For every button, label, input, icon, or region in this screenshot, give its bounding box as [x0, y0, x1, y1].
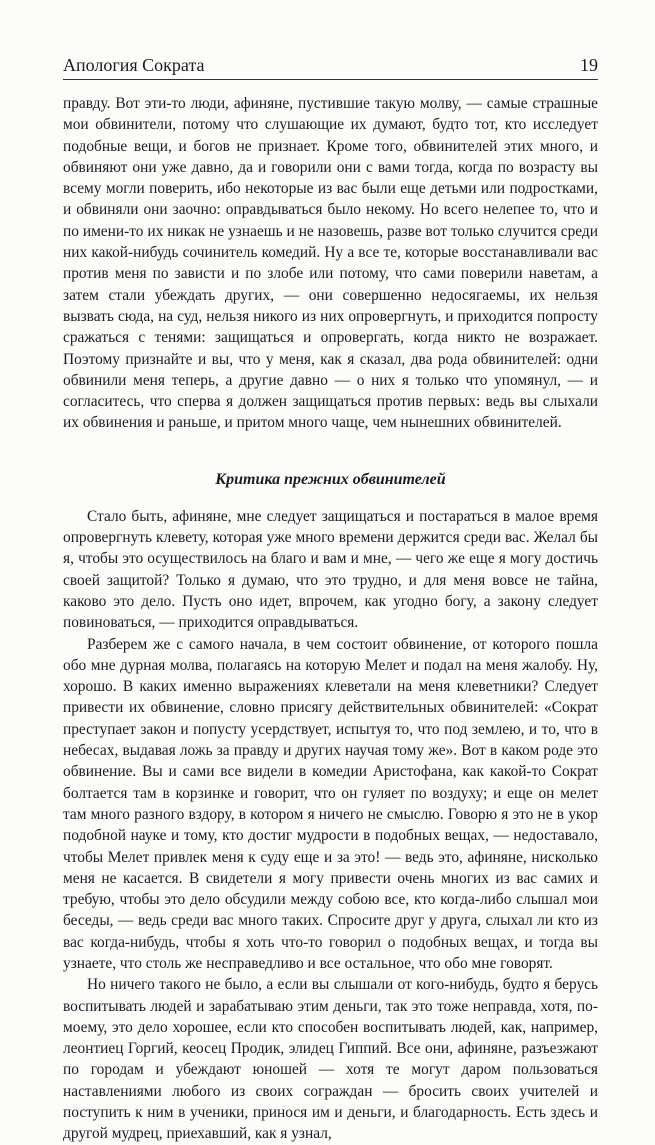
page-body	[63, 93, 598, 1145]
paragraph: правду. Вот эти-то люди, афиняне, пустившие такую молву, — самые страшные мои обвинители, потому что слушающие их думают, будто тот, кто исследует подобные вещи, и богов не признает. Кроме того, обвинителей этих много, и обвиняют они уже давно, да и говорили они с вами тогда, когда по возрасту вы всему могли поверить, ибо некоторые из вас были еще детьми или подростками, и обвиняли они заочно: оправдываться было некому. Но всего нелепее то, что и по имени-то их никак не узнаешь и не назовешь, разве вот только случится среди них какой-нибудь сочинитель комедий. Ну а все те, которые восстанавливали вас против меня по зависти и по злобе или потому, что сами поверили наветам, а затем стали убеждать других, — они совершенно недосягаемы, их нельзя вызвать сюда, на суд, нельзя никого из них опровергнуть, и приходится попросту сражаться с тенями: защищаться и опровергать, когда никто не возражает. Поэтому признайте и вы, что у меня, как я сказал, два рода обвинителей: одни обвинили меня теперь, а другие давно — о них я только что упомянул, — и согласитесь, что сперва я должен защищаться против первых: ведь вы слыхали их обвинения и раньше, и притом много чаще, чем нынешних обвинителей.	[63, 95, 598, 432]
section-heading: Критика прежних обвинителей	[215, 470, 446, 488]
page-number: 19	[580, 55, 598, 75]
paragraph: Разберем же с самого начала, в чем состоит обвинение, от которого пошла обо мне дурная молва, полагаясь на которую Мелет и подал на меня жалобу. Ну, хорошо. В каких именно выражениях клеветали на меня клеветники? Следует привести их обвинение, словно присягу действительных обвинителей: «Сократ преступает закон и попусту усердствует, испытуя то, что под землею, и то, что в небесах, выдавая ложь за правду и других научая тому же». Вот в каком роде это обвинение. Вы и сами все видели в комедии Аристофана, как какой-то Сократ болтается там в корзинке и говорит, что он гуляет по воздуху; и еще он мелет там много разного вздору, в котором я ничего не смыслю. Говорю я это не в укор подобной науке и тому, кто достиг мудрости в подобных вещах, — недоставало, чтобы Мелет привлек меня к суду еще и за это! — ведь это, афиняне, нисколько меня не касается. В свидетели я могу привести очень многих из вас самих и требую, чтобы это дело обсудили между собою все, кто когда-либо слышал мои беседы, — ведь среди вас много таких. Спросите друг у друга, слыхал ли кто из вас когда-нибудь, чтобы я хоть что-то говорил о подобных вещах, и тогда вы узнаете, что столь же несправедливо и все остальное, что обо мне говорят.	[63, 635, 598, 972]
header-title: Апология Сократа	[63, 55, 205, 75]
running-header	[63, 52, 598, 80]
paragraph: Стало быть, афиняне, мне следует защищаться и постараться в малое время опровергнуть клевету, которая уже много времени держится среди вас. Желал бы я, чтобы это осуществилось на благо и вам и мне, — чего же еще я могу достичь своей защитой? Только я думаю, что это трудно, и для меня вовсе не тайна, каково это дело. Пусть оно идет, впрочем, как угодно богу, а закону следует повиноваться, — приходится оправдываться.	[63, 507, 598, 632]
paragraph: Но ничего такого не было, а если вы слышали от кого-нибудь, будто я берусь воспитывать людей и зарабатываю этим деньги, так это тоже неправда, хотя, по-моему, это дело хорошее, если кто способен воспитывать людей, как, например, леонтиец Горгий, кеосец Продик, элидец Гиппий. Все они, афиняне, разъезжают по городам и убеждают юношей — хотя те могут даром пользоваться наставлениями любого из своих сограждан — бросить своих учителей и поступить к ним в ученики, принося им и деньги, и благодарность. Есть здесь и другой мудрец, приехавший, как я узнал,	[63, 976, 598, 1143]
